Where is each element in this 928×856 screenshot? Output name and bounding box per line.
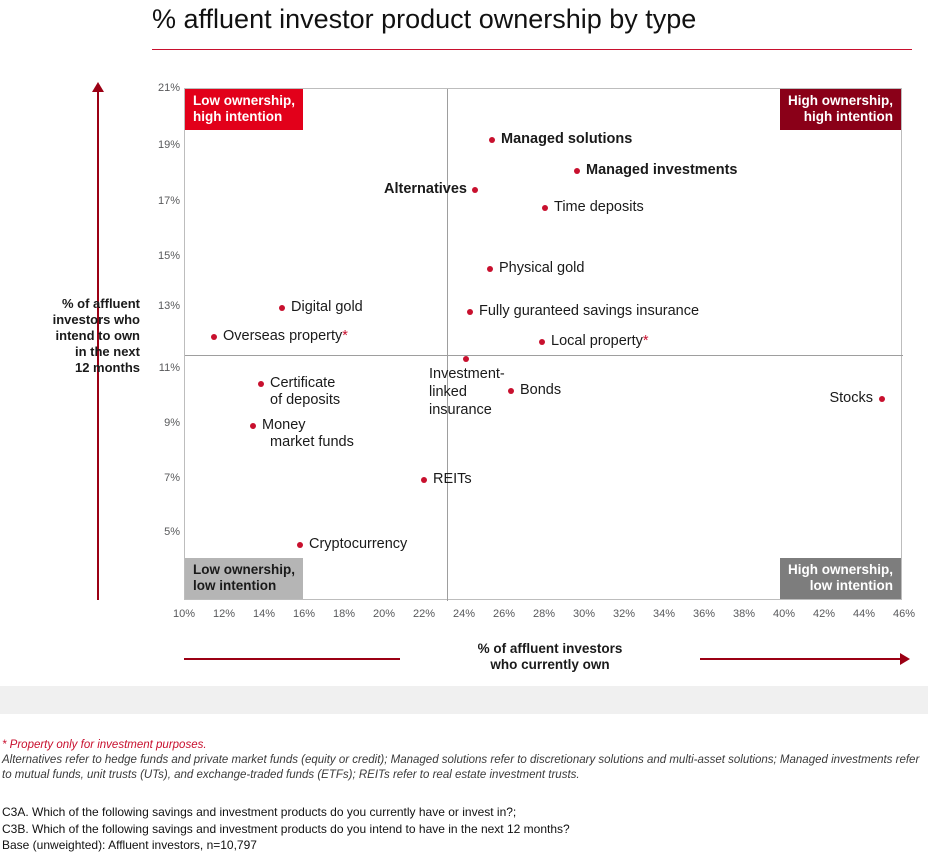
data-label-certificate-of-deposits: Certificate of deposits xyxy=(270,375,341,408)
data-label-managed-solutions: Managed solutions xyxy=(501,131,633,147)
survey-questions xyxy=(2,804,922,854)
x-tick-label: 36% xyxy=(692,608,716,620)
data-label-bonds: Bonds xyxy=(520,382,562,398)
y-tick-label: 9% xyxy=(164,417,180,429)
data-label-physical-gold: Physical gold xyxy=(499,260,585,276)
quadrant-label-high-ownership-high-intention: High ownership, high intention xyxy=(780,89,901,130)
y-tick-label: 13% xyxy=(157,300,180,312)
question-c3b: C3B. Which of the following savings and investment products do you intend to have in the next 12 months? xyxy=(2,821,570,836)
data-label-reits: REITs xyxy=(433,471,472,487)
x-tick-label: 40% xyxy=(772,608,796,620)
data-point-local-property[interactable] xyxy=(539,339,545,345)
data-label-fully-guranteed-savings-insurance: Fully guranteed savings insurance xyxy=(479,303,700,319)
x-tick-label: 28% xyxy=(532,608,556,620)
scatter-plot-area xyxy=(184,88,902,600)
data-label-money-market-funds: Money market funds xyxy=(262,417,354,450)
data-point-physical-gold[interactable] xyxy=(487,266,493,272)
data-point-managed-investments[interactable] xyxy=(574,168,580,174)
x-axis-arrowhead-icon xyxy=(900,653,910,665)
question-c3a: C3A. Which of the following savings and investment products do you currently have or invest in?; xyxy=(2,805,517,819)
data-point-investment-linked-insurance[interactable] xyxy=(463,356,469,362)
x-tick-label: 10% xyxy=(172,608,196,620)
data-point-managed-solutions[interactable] xyxy=(489,137,495,143)
x-tick-label: 12% xyxy=(212,608,236,620)
data-label-overseas-property: Overseas property* xyxy=(223,328,348,344)
y-tick-label: 19% xyxy=(157,139,180,151)
x-tick-label: 22% xyxy=(412,608,436,620)
footnote-asterisk: * Property only for investment purposes. xyxy=(2,739,207,751)
y-tick-label: 15% xyxy=(157,250,180,262)
data-point-overseas-property[interactable] xyxy=(211,334,217,340)
data-point-reits[interactable] xyxy=(421,477,427,483)
footnote-definitions: Alternatives refer to hedge funds and private market funds (equity or credit); Managed solutions refer to discretionary solutions and multi-asset solutions; Managed investments refer to mutual funds, unit trusts (UTs), and exchange-traded funds (ETFs); REITs refer to real estate investment trusts. xyxy=(2,754,920,781)
x-tick-label: 44% xyxy=(852,608,876,620)
quadrant-label-low-ownership-low-intention: Low ownership, low intention xyxy=(185,558,303,599)
quadrant-label-high-ownership-low-intention: High ownership, low intention xyxy=(780,558,901,599)
data-point-bonds[interactable] xyxy=(508,388,514,394)
y-axis-title: % of affluent investors who intend to own in the next 12 months xyxy=(52,296,140,375)
x-tick-label: 42% xyxy=(812,608,836,620)
data-label-cryptocurrency: Cryptocurrency xyxy=(309,536,408,552)
x-tick-label: 18% xyxy=(332,608,356,620)
x-tick-label: 26% xyxy=(492,608,516,620)
survey-base: Base (unweighted): Affluent investors, n=10,797 xyxy=(2,838,257,852)
data-label-local-property: Local property* xyxy=(551,333,649,349)
data-label-time-deposits: Time deposits xyxy=(554,199,644,215)
x-tick-label: 16% xyxy=(292,608,316,620)
x-tick-label: 24% xyxy=(452,608,476,620)
data-point-stocks[interactable] xyxy=(879,396,885,402)
data-point-money-market-funds[interactable] xyxy=(250,423,256,429)
x-axis-title: % of affluent investors who currently own xyxy=(400,641,700,673)
x-tick-label: 46% xyxy=(892,608,916,620)
quadrant-label-low-ownership-high-intention: Low ownership, high intention xyxy=(185,89,303,130)
y-tick-label: 21% xyxy=(157,82,180,94)
data-label-stocks: Stocks xyxy=(829,390,873,406)
data-label-investment-linked-insurance: Investment- linked insurance xyxy=(429,366,505,418)
x-tick-label: 32% xyxy=(612,608,636,620)
data-label-managed-investments: Managed investments xyxy=(586,162,738,178)
page-title: % affluent investor product ownership by type xyxy=(152,4,697,34)
y-tick-label: 7% xyxy=(164,472,180,484)
y-tick-label: 17% xyxy=(157,195,180,207)
data-point-certificate-of-deposits[interactable] xyxy=(258,381,264,387)
x-tick-label: 38% xyxy=(732,608,756,620)
title-divider xyxy=(152,49,912,50)
data-point-cryptocurrency[interactable] xyxy=(297,542,303,548)
data-label-alternatives: Alternatives xyxy=(383,181,467,197)
data-point-digital-gold[interactable] xyxy=(279,305,285,311)
footnotes xyxy=(2,738,922,783)
x-tick-label: 34% xyxy=(652,608,676,620)
quadrant-divider-horizontal xyxy=(185,355,903,356)
y-tick-label: 5% xyxy=(164,526,180,538)
footer-band xyxy=(0,686,928,714)
data-point-alternatives[interactable] xyxy=(472,187,478,193)
x-tick-label: 20% xyxy=(372,608,396,620)
data-label-digital-gold: Digital gold xyxy=(291,299,363,315)
quadrant-divider-vertical xyxy=(447,89,448,601)
data-point-time-deposits[interactable] xyxy=(542,205,548,211)
y-tick-label: 11% xyxy=(158,362,180,374)
x-tick-label: 30% xyxy=(572,608,596,620)
data-point-fully-guranteed-savings-insurance[interactable] xyxy=(467,309,473,315)
x-tick-label: 14% xyxy=(252,608,276,620)
